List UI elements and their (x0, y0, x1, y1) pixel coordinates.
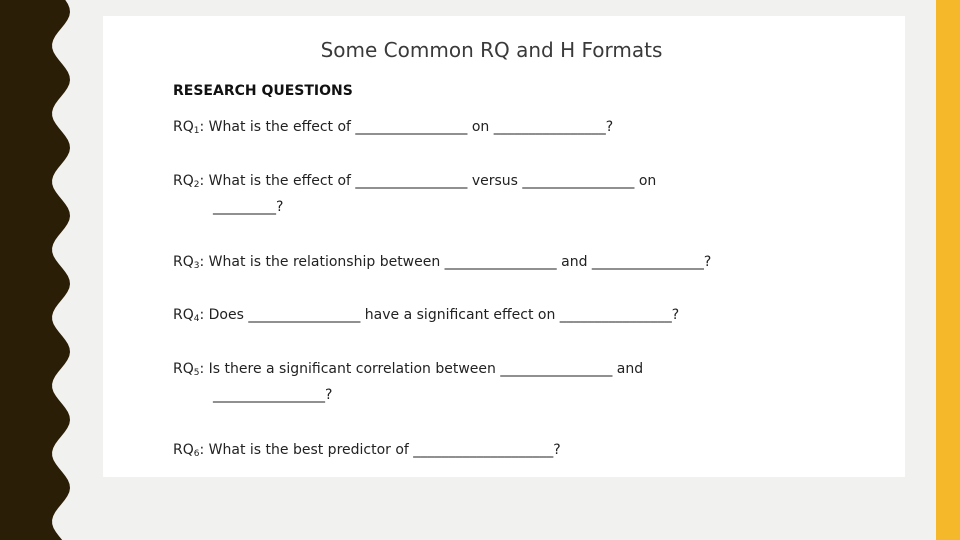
rq-text: Does ________________ have a significant effect on ________________? (208, 307, 680, 323)
rq-text: What is the effect of ________________ on ________________? (208, 119, 614, 135)
accent-bar (936, 0, 960, 540)
rq-text: What is the relationship between ________________ and ________________? (208, 254, 712, 270)
rq-2-continuation: _________? (213, 199, 284, 215)
rq-label: $RQ_5$: (173, 361, 209, 378)
rq-1 (173, 119, 613, 136)
document-title: Some Common RQ and H Formats (320, 38, 663, 62)
rq-label: $RQ_1$: (173, 119, 209, 136)
decorative-wave-band (0, 0, 80, 540)
rq-label: $RQ_3$: (173, 254, 209, 271)
rq-label: $RQ_4$: (173, 307, 209, 324)
rq-4 (173, 307, 679, 324)
section-heading: RESEARCH QUESTIONS (173, 83, 353, 99)
rq-label: $RQ_6$: (173, 442, 209, 459)
rq-2 (173, 173, 656, 190)
rq-text: Is there a significant correlation between ________________ and (208, 361, 644, 377)
rq-text: What is the effect of ________________ versus ________________ on (208, 173, 657, 189)
rq-label: $RQ_2$: (173, 173, 209, 190)
rq-5 (173, 361, 643, 378)
rq-3 (173, 254, 711, 271)
rq-6 (173, 442, 561, 459)
rq-text: What is the best predictor of ____________________? (208, 442, 561, 458)
rq-5-continuation: ________________? (213, 387, 333, 403)
